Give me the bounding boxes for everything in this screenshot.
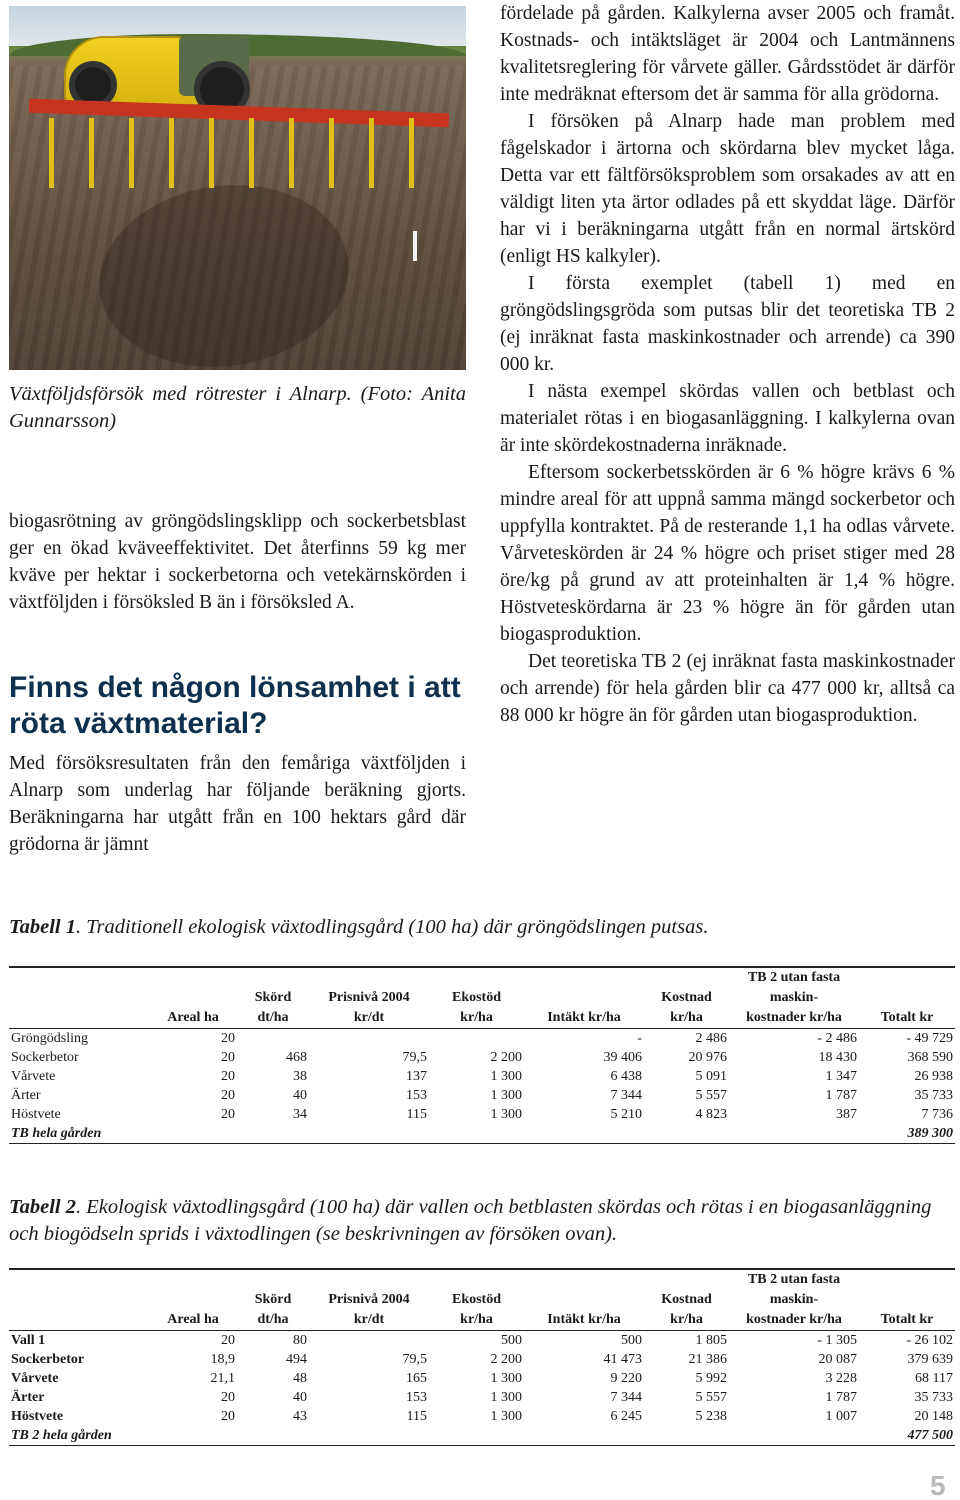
table1-header-cell: Totalt kr — [859, 1008, 955, 1029]
table2-header-cell: dt/ha — [237, 1310, 309, 1331]
table-cell: 38 — [293, 1069, 307, 1084]
right-column — [500, 0, 955, 729]
table1-caption — [9, 914, 954, 941]
table2-header-cell — [9, 1310, 149, 1331]
table-cell: Höstvete — [11, 1107, 61, 1122]
table-cell: 1 300 — [490, 1107, 522, 1122]
table-cell: 48 — [293, 1371, 307, 1386]
table2-header-cell: kr/ha — [429, 1310, 524, 1331]
table-cell: 387 — [836, 1107, 857, 1122]
table1-header-row — [9, 988, 955, 1008]
table-cell: 2 486 — [695, 1031, 727, 1046]
table1-header-row — [9, 967, 955, 988]
table-cell: 79,5 — [402, 1352, 427, 1367]
table1-caption-label: Tabell 1 — [9, 916, 77, 938]
table-cell: Höstvete — [11, 1409, 64, 1424]
table-cell: 18,9 — [210, 1352, 235, 1367]
table-cell: 20 — [221, 1409, 235, 1424]
table1-header-cell — [429, 967, 524, 988]
table-row — [9, 1048, 955, 1067]
table-cell: 2 200 — [490, 1352, 522, 1367]
table-cell: 4 823 — [695, 1107, 727, 1122]
table1-header-cell — [9, 967, 149, 988]
table-cell: 39 406 — [603, 1050, 642, 1065]
table1-header-cell: Intäkt kr/ha — [524, 1008, 644, 1029]
table1-header-cell: kr/dt — [309, 1008, 429, 1029]
table1 — [9, 966, 955, 1144]
table-cell: Sockerbetor — [11, 1050, 79, 1065]
table-cell: 20 — [221, 1390, 235, 1405]
table-cell: Gröngödsling — [11, 1031, 88, 1046]
table-cell: - — [637, 1031, 642, 1046]
table2-caption-text: . Ekologisk växtodlingsgård (100 ha) där vallen och betblasten skördas och rötas i en biogasanläggning och biogödseln sprids i växtodlingen (se beskrivningen av försöken ovan). — [9, 1196, 932, 1245]
table2-caption — [9, 1194, 954, 1248]
field-photo — [9, 6, 466, 370]
table1-header-cell: kr/ha — [429, 1008, 524, 1029]
table-cell: 165 — [406, 1371, 427, 1386]
table-row — [9, 1350, 955, 1369]
photo-tine — [129, 118, 134, 188]
table-row — [9, 1067, 955, 1086]
table-cell — [309, 1029, 429, 1049]
table-cell: 137 — [406, 1069, 427, 1084]
table2-header-row — [9, 1290, 955, 1310]
table2-header-cell — [429, 1269, 524, 1290]
table1-total-row — [9, 1124, 955, 1144]
table-cell: 153 — [406, 1088, 427, 1103]
table-cell: 7 344 — [610, 1088, 642, 1103]
table-cell — [237, 1029, 309, 1049]
table-cell: 79,5 — [402, 1050, 427, 1065]
table1-header-cell — [149, 967, 237, 988]
photo-tine — [49, 118, 54, 188]
table-cell: 5 557 — [695, 1088, 727, 1103]
table-cell: 500 — [501, 1333, 522, 1348]
photo-tine — [169, 118, 174, 188]
table-cell: 41 473 — [603, 1352, 642, 1367]
table-cell: - 1 305 — [817, 1333, 857, 1348]
table-cell: 5 210 — [610, 1107, 642, 1122]
table1-header-cell — [524, 988, 644, 1008]
table-cell: Ärter — [11, 1390, 45, 1405]
table-cell: 40 — [293, 1088, 307, 1103]
right-paragraph: I första exemplet (tabell 1) med en gröngödslingsgröda som putsas blir det teoretiska TB 2 (ej inräknat fasta maskinkostnader och arrende) ca 390 000 kr. — [500, 273, 955, 375]
left-paragraph-1: biogasrötning av gröngödslingsklipp och sockerbetsblast ger en ökad kväveeffektivitet. Det återfinns 59 kg mer kväve per hektar i sockerbetorna och vetekärnskörden i växtföljden i försöksled B än i försöksled A. — [9, 511, 466, 613]
table2-header-cell: Intäkt kr/ha — [524, 1310, 644, 1331]
table-cell: - 2 486 — [817, 1031, 857, 1046]
table-cell: Sockerbetor — [11, 1352, 85, 1367]
photo-tine — [409, 118, 414, 188]
table-cell: 115 — [406, 1409, 427, 1424]
table1-header-cell: TB 2 utan fasta — [729, 967, 859, 988]
table2-header-cell — [859, 1290, 955, 1310]
table2-header-cell — [644, 1269, 729, 1290]
table1-header-row — [9, 1008, 955, 1029]
table-cell: 5 091 — [695, 1069, 727, 1084]
table2-header-cell — [149, 1290, 237, 1310]
table1-header-cell — [644, 967, 729, 988]
table-cell: - 49 729 — [906, 1031, 953, 1046]
table2 — [9, 1268, 955, 1446]
table-cell: 20 — [221, 1088, 235, 1103]
table-cell — [309, 1331, 429, 1351]
table-cell: Vårvete — [11, 1069, 56, 1084]
photo-marker-post — [413, 231, 417, 261]
table2-header-cell: Totalt kr — [859, 1310, 955, 1331]
left-paragraph-2: Med försöksresultaten från den femåriga växtföljden i Alnarp som underlag har följande beräkning gjorts. Beräkningarna har utgått från en 100 hektars gård där grödorna är jämnt — [9, 753, 466, 855]
table2-header-cell — [237, 1269, 309, 1290]
table-cell: 20 976 — [688, 1050, 727, 1065]
table-cell: 20 148 — [914, 1409, 953, 1424]
table1-header-cell: dt/ha — [237, 1008, 309, 1029]
table2-header-cell — [859, 1269, 955, 1290]
table-cell: 6 438 — [610, 1069, 642, 1084]
table-cell: 368 590 — [907, 1050, 953, 1065]
table2-header-row — [9, 1269, 955, 1290]
table2-header-cell: Skörd — [254, 1292, 292, 1307]
table-cell: 3 228 — [825, 1371, 857, 1386]
table-cell: 35 733 — [914, 1390, 953, 1405]
table2-header-cell: kr/ha — [644, 1310, 729, 1331]
table-cell: 5 238 — [695, 1409, 727, 1424]
table-row — [9, 1407, 955, 1426]
table-cell: 6 245 — [610, 1409, 642, 1424]
section-heading: Finns det någon lönsamhet i att röta växtmaterial? — [9, 671, 461, 740]
table-cell: 80 — [293, 1333, 307, 1348]
table1-header-cell: kostnader kr/ha — [729, 1008, 859, 1029]
table1-caption-text: . Traditionell ekologisk växtodlingsgård (100 ha) där gröngödslingen putsas. — [76, 916, 709, 938]
table1-header-cell — [859, 988, 955, 1008]
table2-header-cell: Ekostöd — [451, 1292, 502, 1307]
table2-header-cell: kr/dt — [309, 1310, 429, 1331]
photo-tine — [89, 118, 94, 188]
table-cell: 379 639 — [907, 1352, 953, 1367]
table-cell: 1 300 — [490, 1088, 522, 1103]
table-cell: 2 200 — [490, 1050, 522, 1065]
table-cell: 1 007 — [825, 1409, 857, 1424]
table-row — [9, 1029, 955, 1049]
photo-caption: Växtföljdsförsök med rötrester i Alnarp. (Foto: Anita Gunnarsson) — [9, 383, 466, 432]
table-cell: 1 347 — [825, 1069, 857, 1084]
table-cell: Ärter — [11, 1088, 41, 1103]
table-cell: 7 736 — [921, 1107, 953, 1122]
table-cell: 20 — [221, 1107, 235, 1122]
photo-tine — [369, 118, 374, 188]
table-cell: 21 386 — [688, 1352, 727, 1367]
photo-tine — [329, 118, 334, 188]
table-cell: 9 220 — [610, 1371, 642, 1386]
table-cell: 1 787 — [825, 1390, 857, 1405]
table-row — [9, 1086, 955, 1105]
table1-header-cell — [859, 967, 955, 988]
table2-header-cell: Areal ha — [149, 1310, 237, 1331]
table2-header-cell — [9, 1290, 149, 1310]
photo-tine — [289, 118, 294, 188]
table-cell: 1 300 — [490, 1069, 522, 1084]
table-cell: 43 — [293, 1409, 307, 1424]
table2-header-row — [9, 1310, 955, 1331]
right-paragraph: Det teoretiska TB 2 (ej inräknat fasta maskinkostnader och arrende) för hela gården blir ca 477 000 kr, alltså ca 88 000 kr högre än för gården utan biogasproduktion. — [500, 651, 955, 726]
table-cell: 40 — [293, 1390, 307, 1405]
table2-header-cell: Kostnad — [661, 1292, 712, 1307]
table-row — [9, 1369, 955, 1388]
table-cell: 1 300 — [490, 1390, 522, 1405]
table-row — [9, 1388, 955, 1407]
table1-header-cell — [524, 967, 644, 988]
table-cell: - 26 102 — [906, 1333, 953, 1348]
table1-header-cell — [9, 1008, 149, 1029]
table1-header-cell — [237, 967, 309, 988]
table-cell: 7 344 — [610, 1390, 642, 1405]
table1-total-label: TB hela gården — [9, 1124, 859, 1144]
table2-header-cell — [524, 1269, 644, 1290]
table-cell: 26 938 — [914, 1069, 953, 1084]
table1-header-cell: Kostnad — [661, 990, 712, 1005]
table1-header-cell: Prisnivå 2004 — [328, 990, 410, 1005]
table-cell: 500 — [621, 1333, 642, 1348]
table-cell: 115 — [406, 1107, 427, 1122]
table1-header-cell — [149, 988, 237, 1008]
table1-header-cell — [309, 967, 429, 988]
table2-header-cell — [149, 1269, 237, 1290]
right-paragraph: Eftersom sockerbetsskörden är 6 % högre krävs 6 % mindre areal för att uppnå samma mängd sockerbetor och uppfylla kontraktet. På de resterande 1,1 ha odlas vårvete. Vårveteskörden är 24 % högre och priset stiger med 28 öre/kg på grund av att proteinhalten är 1,4 % högre. Höstveteskördarna är 23 % högre än för gården utan biogasproduktion. — [500, 462, 955, 645]
table-cell: 20 — [221, 1333, 235, 1348]
table-cell: 20 — [221, 1050, 235, 1065]
table2-header-cell — [9, 1269, 149, 1290]
table2-header-cell: TB 2 utan fasta — [729, 1269, 859, 1290]
table-cell: 5 992 — [695, 1371, 727, 1386]
table1-header-cell: Skörd — [254, 990, 292, 1005]
table-cell: 18 430 — [818, 1050, 857, 1065]
table-cell: 20 — [221, 1069, 235, 1084]
table2-total-row — [9, 1426, 955, 1446]
table-cell: Vall 1 — [11, 1333, 46, 1348]
right-paragraph: I försöken på Alnarp hade man problem med fågelskador i ärtorna och skördarna blev mycket låga. Detta var ett fältförsöksproblem som orsakades av att en väldigt liten yta ärtor odlades på ett skyddat läge. Därför har vi i beräkningarna utgått från en normal ärtskörd (enligt HS kalkyler). — [500, 111, 955, 267]
table2-caption-label: Tabell 2 — [9, 1196, 77, 1218]
page-number: 5 — [930, 1470, 946, 1500]
table-cell: Vårvete — [11, 1371, 59, 1386]
table2-total-value: 477 500 — [859, 1426, 955, 1446]
table-cell: 34 — [293, 1107, 307, 1122]
table2-header-cell — [309, 1269, 429, 1290]
table-cell: 1 787 — [825, 1088, 857, 1103]
table1-header-cell: Areal ha — [149, 1008, 237, 1029]
table-row — [9, 1331, 955, 1351]
table2-header-cell: kostnader kr/ha — [729, 1310, 859, 1331]
table-row — [9, 1105, 955, 1124]
right-paragraph: I nästa exempel skördas vallen och betblast och materialet rötas i en biogasanläggning. I kalkylerna ovan är inte skördekostnaderna inräknade. — [500, 381, 955, 456]
table-cell: 1 805 — [695, 1333, 727, 1348]
table1-header-cell: Ekostöd — [451, 990, 502, 1005]
table1-total-value: 389 300 — [859, 1124, 955, 1144]
table-cell: 468 — [286, 1050, 307, 1065]
table-cell — [429, 1029, 524, 1049]
table-cell: 1 300 — [490, 1371, 522, 1386]
table-cell: 20 — [221, 1031, 235, 1046]
photo-tine — [249, 118, 254, 188]
table-cell: 153 — [406, 1390, 427, 1405]
table1-header-cell: maskin- — [769, 990, 819, 1005]
table2-total-label: TB 2 hela gården — [9, 1426, 859, 1446]
table-cell: 494 — [286, 1352, 307, 1367]
table-cell: 21,1 — [210, 1371, 235, 1386]
photo-tine — [209, 118, 214, 188]
table-cell: 5 557 — [695, 1390, 727, 1405]
table-cell: 1 300 — [490, 1409, 522, 1424]
table2-header-cell — [524, 1290, 644, 1310]
right-paragraph: fördelade på gården. Kalkylerna avser 2005 och framåt. Kostnads- och intäktsläget är 2004 och Lantmännens kvalitetsreglering för vårvete gäller. Gårdsstödet är därför inte medräknat eftersom det är samma för alla grödorna. — [500, 3, 955, 105]
table-cell: 20 087 — [818, 1352, 857, 1367]
table2-header-cell: maskin- — [769, 1292, 819, 1307]
table-cell: 68 117 — [915, 1371, 953, 1386]
table2-header-cell: Prisnivå 2004 — [328, 1292, 410, 1307]
table1-header-cell — [9, 988, 149, 1008]
table-cell: 35 733 — [914, 1088, 953, 1103]
table1-header-cell: kr/ha — [644, 1008, 729, 1029]
